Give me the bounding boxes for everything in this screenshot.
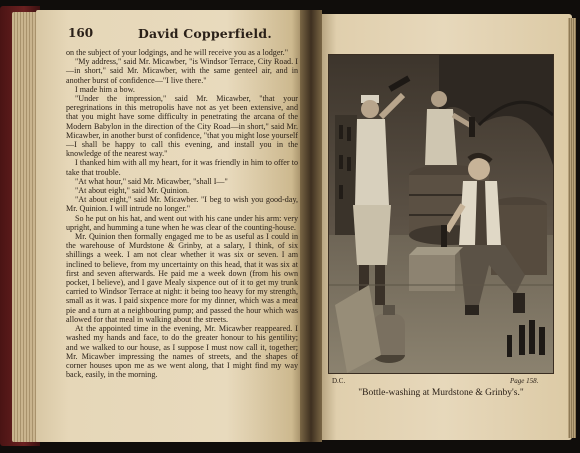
paragraph: "Under the impression," said Mr. Micawber, "that your peregrinations in this metropolis have not as yet been extensive, and that you might have some difficulty in penetrating the arcana of the Modern Babylon in the direction of the City Road—in short," said Mr. Micawber, in another burst of confidence, "that you might lose yourself—I shall be happy to call this evening, and install you in the knowledge of the nearest way.": [66, 94, 298, 159]
page-number: 160: [68, 26, 94, 40]
paragraph: So he put on his hat, and went out with his cane under his arm: very upright, and humming a tune when he was clear of the counting-house.: [66, 213, 298, 232]
illustration-plate: [328, 54, 554, 374]
illustration-page-ref: Page 158.: [510, 377, 539, 385]
book-gutter: [300, 10, 322, 442]
illustration-bottle-washing: [329, 55, 553, 373]
paragraph: "At about eight," said Mr. Micawber. "I beg to wish you good-day, Mr. Quinion. I will intrude no longer.": [66, 195, 298, 214]
paragraph: "At what hour," said Mr. Micawber, "shall I—": [75, 176, 228, 186]
paragraph: At the appointed time in the evening, Mr. Micawber reappeared. I washed my hands and face, to do the greater honour to his gentility; and we walked to our house, as I suppose I must now call it, together; Mr. Micawber impressing the names of streets, and the shapes of corner houses upon me as we went along, that I might find my way back, easily, in the morning.: [66, 324, 298, 380]
running-title: David Copperfield.: [138, 26, 272, 41]
paragraph: "My address," said Mr. Micawber, "is Windsor Terrace, City Road. I—in short," said Mr. Micawber, with the same genteel air, and in another burst of confidence—"I live there.": [66, 57, 298, 85]
body-text: [66, 48, 298, 379]
paragraph: on the subject of your lodgings, and he will receive you as a lodger.": [66, 48, 289, 57]
paragraph: Mr. Quinion then formally engaged me to be as useful as I could in the warehouse of Murdstone & Grinby, at a salary, I think, of six shillings a week. I am not clear whether it was six or seven. I am inclined to believe, from my uncertainty on this head, that it was six at first and seven afterwards. He paid me a week down (from his own pocket, I believe), and I gave Mealy sixpence out of it to get my trunk carried to Windsor Terrace at night: it being too heavy for my strength, small as it was. I paid sixpence more for my dinner, which was a meat pie and a turn at a neighbouring pump; and passed the hour which was allowed for that meal in walking about the streets.: [66, 232, 298, 324]
paragraph: "At about eight," said Mr. Quinion.: [75, 186, 190, 196]
illustration-credit: D.C.: [332, 377, 346, 385]
paragraph: I made him a bow.: [75, 84, 135, 94]
page-edges-right: [568, 18, 576, 438]
illustration-caption: "Bottle-washing at Murdstone & Grinby's.": [358, 388, 524, 398]
paragraph: I thanked him with all my heart, for it was friendly in him to offer to take that trouble.: [66, 158, 298, 177]
